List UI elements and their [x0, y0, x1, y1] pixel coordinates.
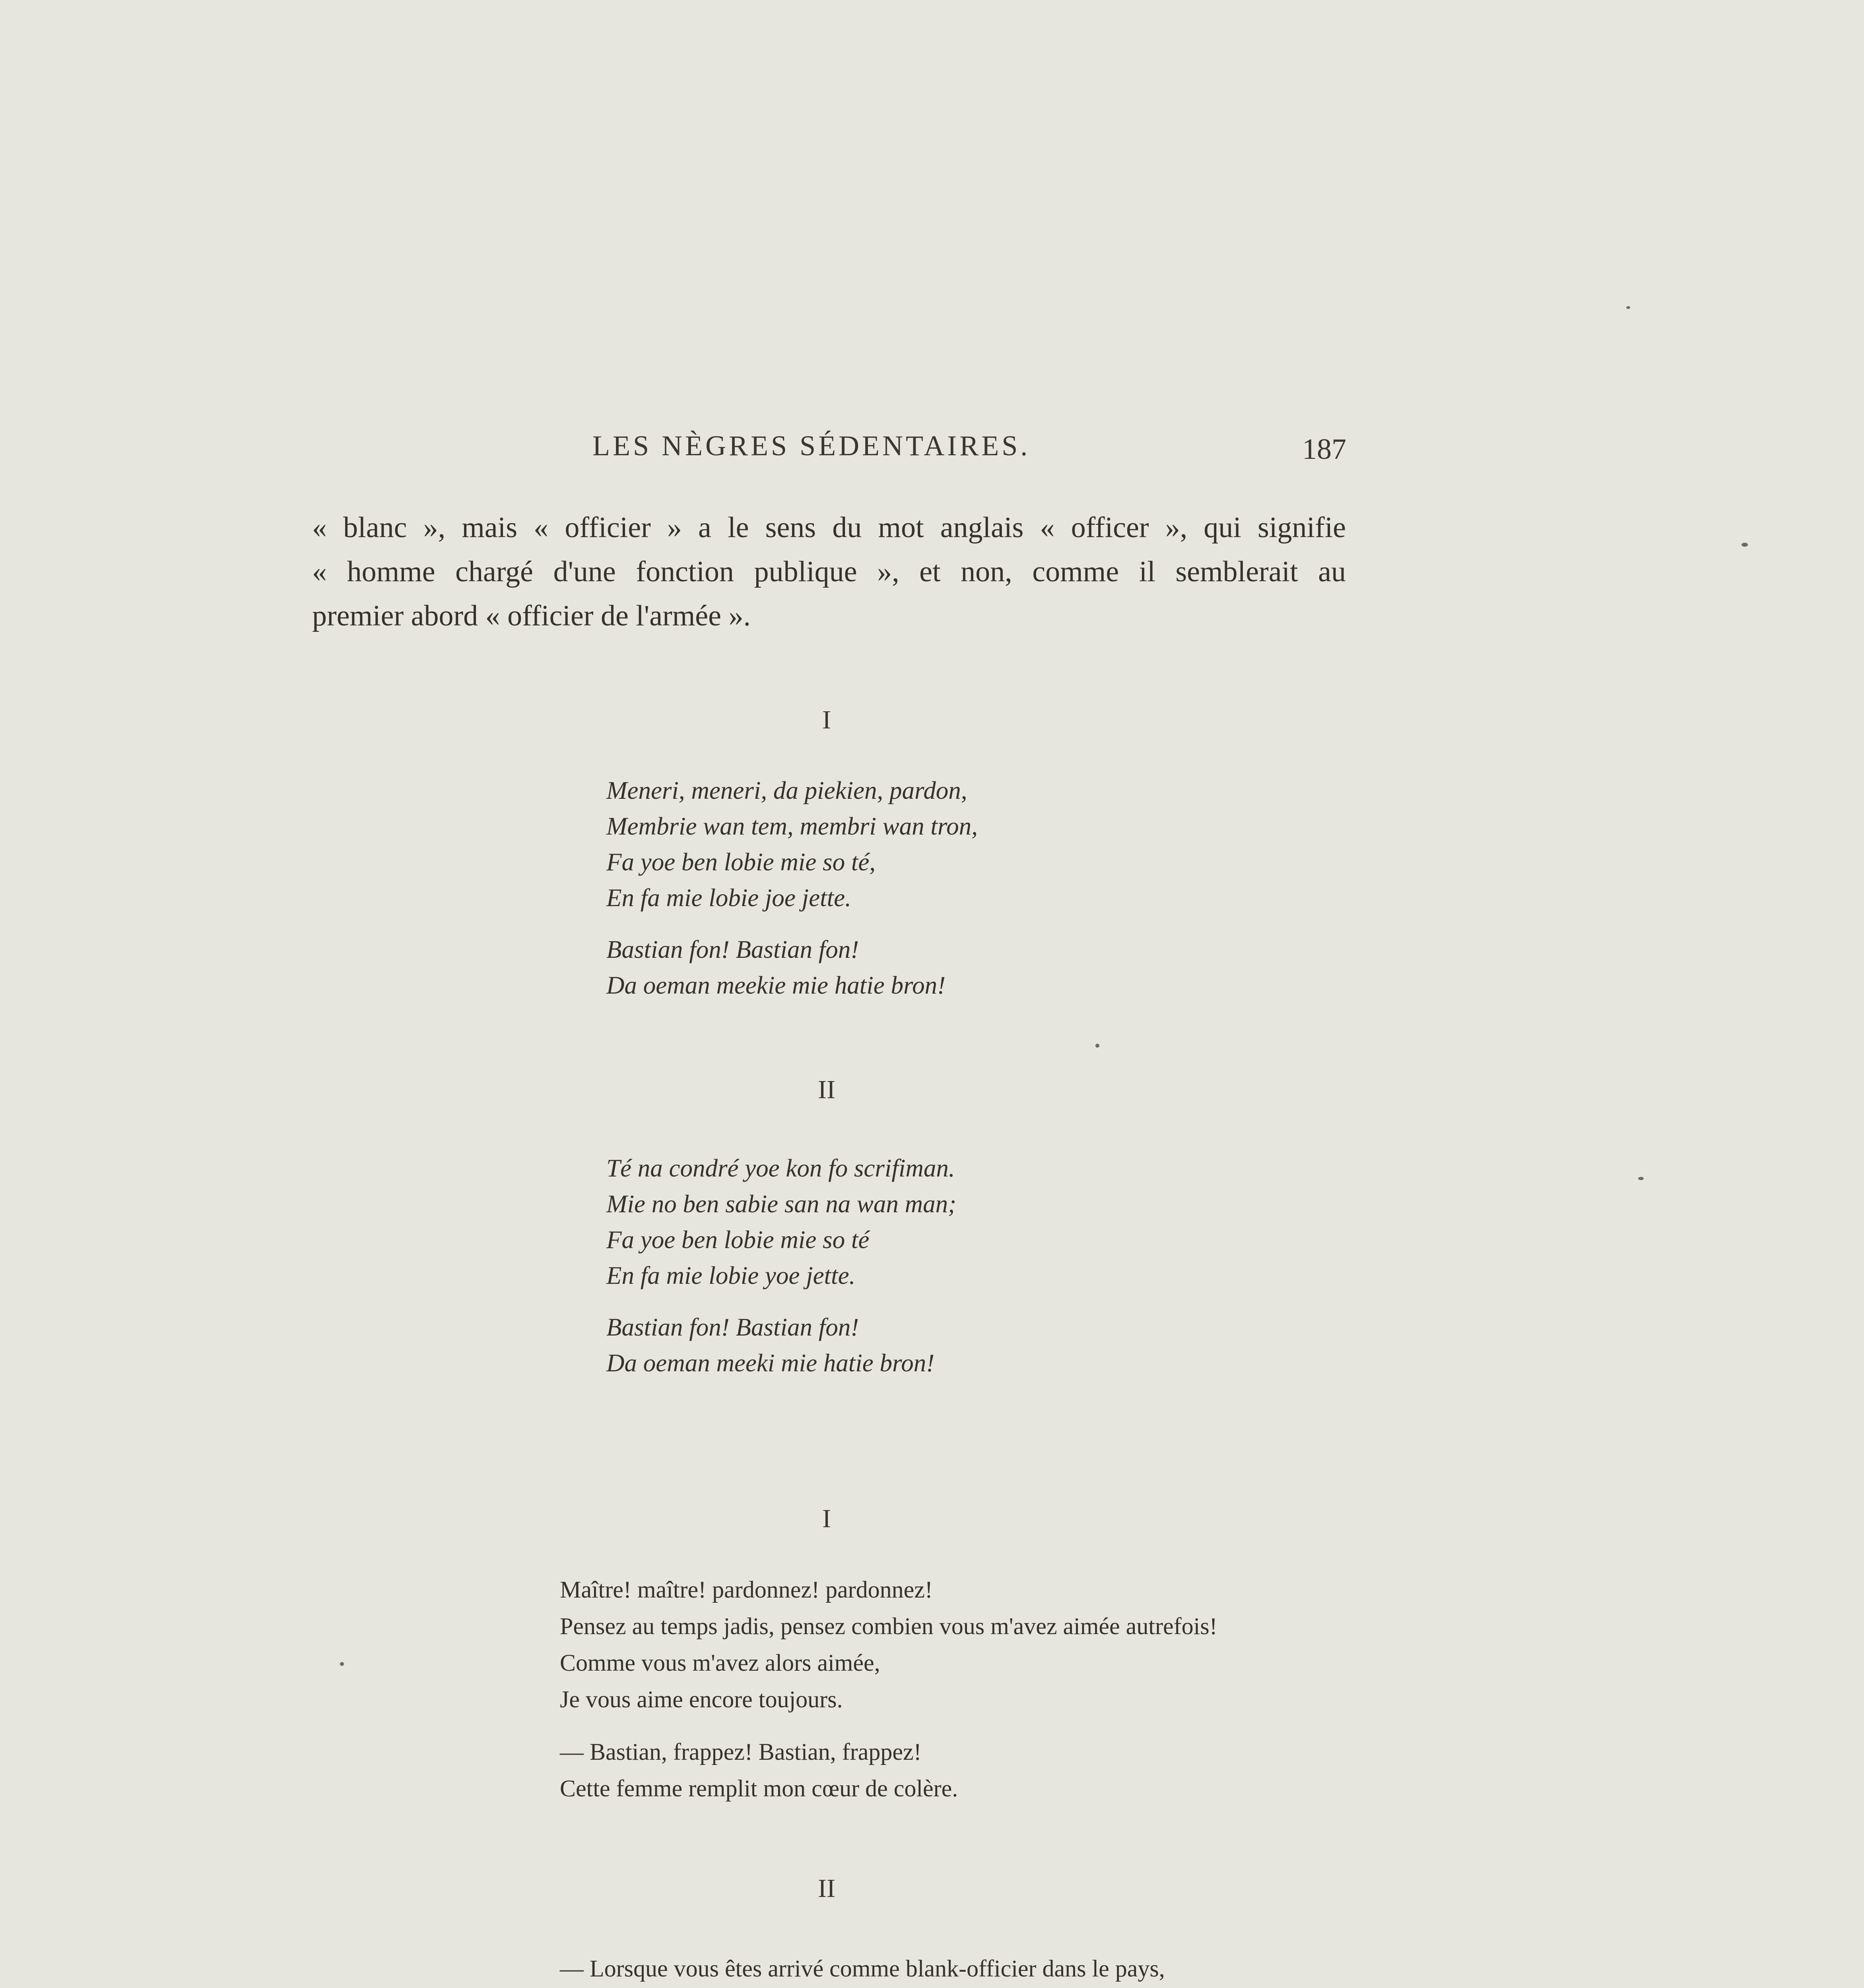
verse-line: En fa mie lobie yoe jette.	[606, 1262, 856, 1289]
verse-line: Da oeman meekie mie hatie bron!	[606, 971, 946, 999]
paper-speck	[1095, 1044, 1099, 1048]
verse-line: Té na condré yoe kon fo scrifiman.	[606, 1154, 955, 1182]
verse-line: Je vous aime encore toujours.	[560, 1686, 843, 1712]
intro-line: « homme chargé d'une fonction publique », et non, comme il semblerait au	[312, 555, 1346, 588]
verse-line: Comme vous m'avez alors aimée,	[560, 1650, 880, 1676]
paper-speck	[340, 1662, 344, 1666]
stanza-number: I	[822, 1504, 831, 1533]
verse-line: Cette femme remplit mon cœur de colère.	[560, 1775, 958, 1802]
page-number: 187	[1302, 433, 1346, 466]
translation-stanza-1	[560, 1571, 1217, 1807]
refrain	[606, 932, 978, 1003]
verse-line: — Lorsque vous êtes arrivé comme blank-officier dans le pays,	[560, 1955, 1165, 1982]
verse-line: Membrie wan tem, membri wan tron,	[606, 812, 978, 840]
verse-line: Maître! maître! pardonnez! pardonnez!	[560, 1576, 933, 1603]
original-stanza-1	[606, 773, 978, 1003]
intro-line: premier abord « officier de l'armée ».	[312, 600, 751, 632]
verse-line: Pensez au temps jadis, pensez combien vous m'avez aimée autrefois!	[560, 1613, 1217, 1639]
refrain	[560, 1734, 1217, 1807]
paper-speck	[1742, 543, 1748, 547]
running-head: LES NÈGRES SÉDENTAIRES.	[592, 430, 1031, 462]
refrain	[606, 1309, 956, 1381]
verse-line: Da oeman meeki mie hatie bron!	[606, 1349, 935, 1377]
paper-speck	[1638, 1177, 1644, 1180]
stanza-number: II	[818, 1075, 835, 1104]
verse-line: Bastian fon! Bastian fon!	[606, 936, 859, 963]
verse-line: Meneri, meneri, da piekien, pardon,	[606, 777, 967, 804]
verse-line: Mie no ben sabie san na wan man;	[606, 1190, 957, 1218]
paper-speck	[1626, 306, 1630, 309]
verse-line: En fa mie lobie joe jette.	[606, 884, 851, 912]
verse-line: Fa yoe ben lobie mie so té,	[606, 848, 876, 876]
stanza-number: I	[822, 705, 831, 734]
translation-stanza-2	[560, 1950, 1165, 1988]
verse-line: — Bastian, frappez! Bastian, frappez!	[560, 1739, 922, 1765]
stanza-number: II	[818, 1874, 835, 1903]
intro-paragraph	[312, 506, 1346, 638]
original-stanza-2	[606, 1150, 956, 1381]
verse-line: Fa yoe ben lobie mie so té	[606, 1226, 870, 1254]
verse-line: Bastian fon! Bastian fon!	[606, 1313, 859, 1341]
intro-line: « blanc », mais « officier » a le sens du mot anglais « officer », qui signifie	[312, 511, 1346, 544]
